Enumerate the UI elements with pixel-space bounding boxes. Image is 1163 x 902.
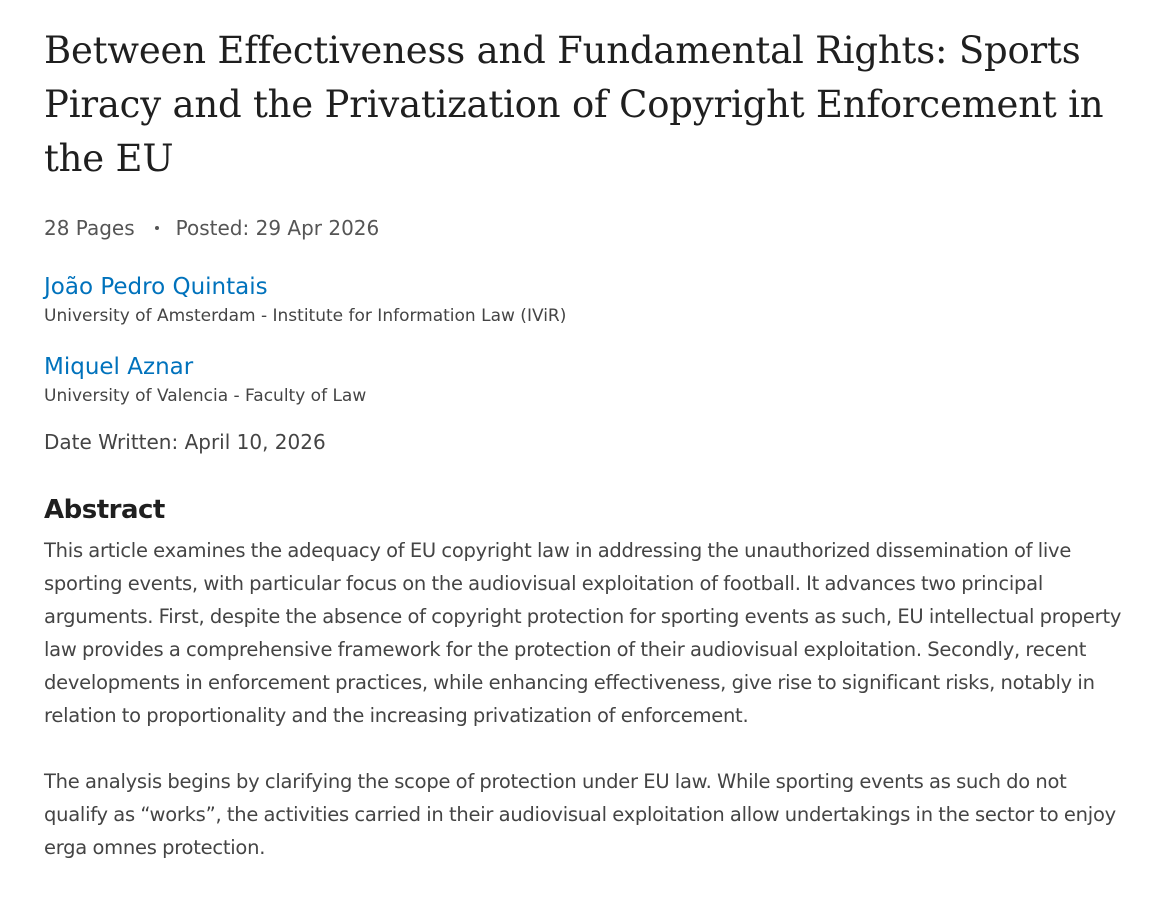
paper-page	[44, 24, 1124, 864]
author-entry	[44, 352, 1124, 408]
separator-dot	[155, 226, 159, 230]
author-entry	[44, 272, 1124, 328]
paper-meta	[44, 214, 1124, 242]
paper-title: Between Effectiveness and Fundamental Rights: Sports Piracy and the Privatization of Copyright Enforcement in the EU	[44, 29, 1104, 180]
abstract-paragraph: The analysis begins by clarifying the scope of protection under EU law. While sporting events as such do not qualify as “works”, the activities carried in their audiovisual exploitation allow undertakings in the sector to enjoy erga omnes protection.	[44, 770, 1116, 859]
posted-date: Posted: 29 Apr 2026	[175, 216, 380, 240]
page-count: 28 Pages	[44, 216, 135, 240]
author-affiliation: University of Amsterdam - Institute for Information Law (IViR)	[44, 306, 567, 326]
abstract-heading: Abstract	[44, 495, 165, 525]
author-link[interactable]: João Pedro Quintais	[44, 274, 268, 300]
date-written: Date Written: April 10, 2026	[44, 430, 326, 454]
abstract-paragraph: This article examines the adequacy of EU copyright law in addressing the unauthorized dissemination of live sporting events, with particular focus on the audiovisual exploitation of football. It advances two principal arguments. First, despite the absence of copyright protection for sporting events as such, EU intellectual property law provides a comprehensive framework for the protection of their audiovisual exploitation. Secondly, recent developments in enforcement practices, while enhancing effectiveness, give rise to significant risks, notably in relation to proportionality and the increasing privatization of enforcement.	[44, 539, 1122, 727]
author-link[interactable]: Miquel Aznar	[44, 354, 194, 380]
author-affiliation: University of Valencia - Faculty of Law	[44, 386, 367, 406]
